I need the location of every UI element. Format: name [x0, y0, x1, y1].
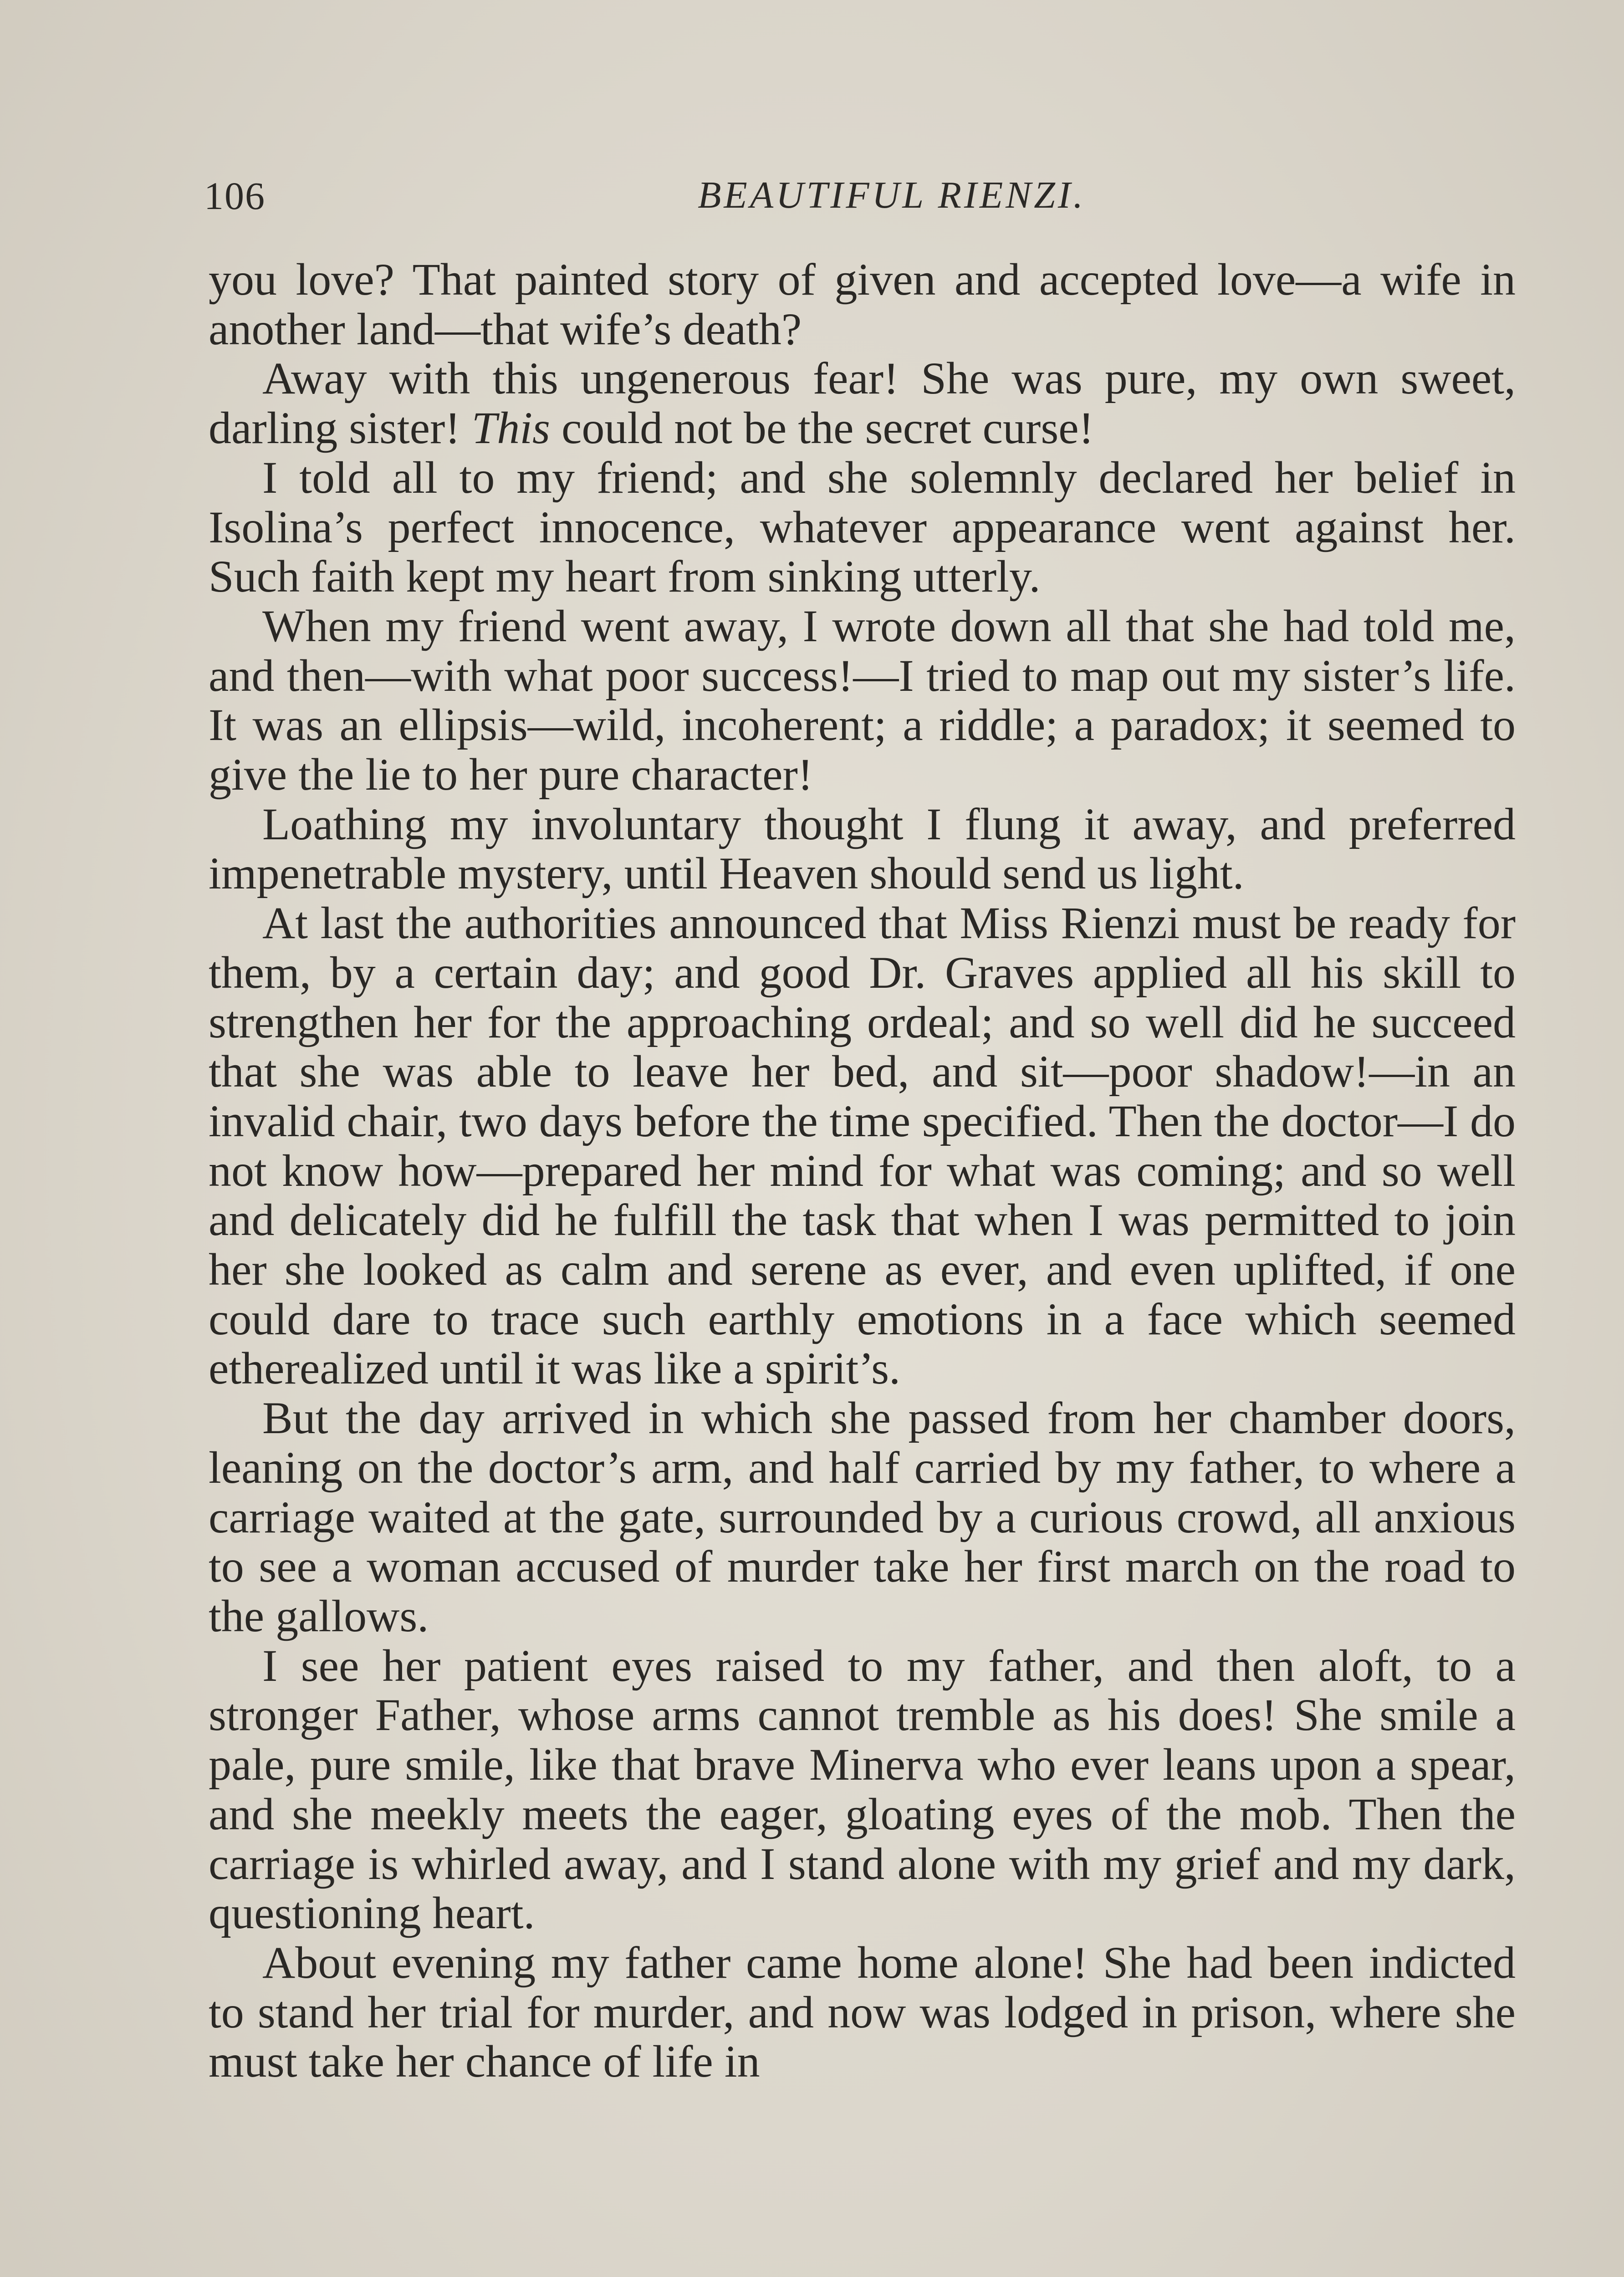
paragraph: Loathing my involuntary thought I flung it away, and preferred impenetrable mystery, until Heaven should send us light.: [209, 798, 1516, 899]
paragraph: you love? That painted story of given and accepted love—a wife in another land—that wife’s death?: [209, 254, 1516, 354]
paragraph: [209, 354, 1516, 453]
paragraph: When my friend went away, I wrote down all that she had told me, and then—with what poor success!—I tried to map out my sister’s life. It was an ellipsis—wild, incoherent; a riddle; a paradox; it seemed to give the lie to her pure character!: [209, 600, 1516, 800]
paragraph: At last the authorities announced that Miss Rienzi must be ready for them, by a certain day; and good Dr. Graves applied all his skill to strengthen her for the approaching ordeal; and so well did he succeed that she was able to leave her bed, and sit—poor shadow!—in an invalid chair, two days before the time specified. Then the doctor—I do not know how—prepared her mind for what was coming; and so well and delicately did he fulfill the task that when I was permitted to join her she looked as calm and serene as ever, and even uplifted, if one could dare to trace such earthly emotions in a face which seemed etherealized until it was like a spirit’s.: [209, 898, 1516, 1394]
page-number: 106: [204, 174, 266, 218]
italic-text: This: [471, 403, 550, 454]
paragraph: But the day arrived in which she passed from her chamber doors, leaning on the doctor’s arm, and half carried by my father, to where a carriage waited at the gate, surrounded by a curious crowd, all anxious to see a woman accused of murder take her first march on the road to the gallows.: [209, 1393, 1516, 1641]
paragraph-text: could not be the secret curse!: [550, 403, 1094, 454]
paragraph-text: Away with this ungenerous fear! She was pure, my own sweet, darling sister!: [209, 353, 1516, 454]
paragraph: I told all to my friend; and she solemnly declared her belief in Isolina’s perfect innocence, whatever appearance went against her. Such faith kept my heart from sinking utterly.: [209, 452, 1516, 602]
paragraph: I see her patient eyes raised to my father, and then aloft, to a stronger Father, whose arms cannot tremble as his does! She smile a pale, pure smile, like that brave Minerva who ever leans upon a spear, and she meekly meets the eager, gloating eyes of the mob. Then the carriage is whirled away, and I stand alone with my grief and my dark, questioning heart.: [209, 1640, 1516, 1939]
running-title: BEAUTIFUL RIENZI.: [698, 174, 1086, 216]
body-text: [209, 255, 1516, 2087]
page-header: [204, 164, 1525, 228]
paragraph: About evening my father came home alone! She had been indicted to stand her trial for murder, and now was lodged in prison, where she must take her chance of life in: [209, 1937, 1516, 2087]
